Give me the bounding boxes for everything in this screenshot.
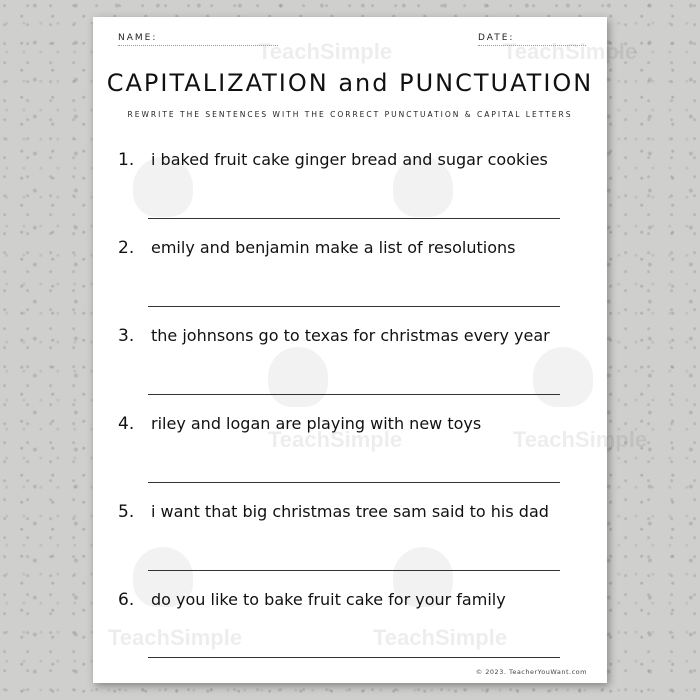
question-number: 2. (118, 238, 135, 258)
watermark-text: TeachSimple (268, 427, 403, 452)
watermark-owl-icon (533, 347, 593, 407)
copyright-footer: © 2023. TeacherYouWant.com (475, 668, 587, 676)
page-title: CAPITALIZATION and PUNCTUATION (106, 69, 594, 97)
question-2 (118, 238, 515, 258)
answer-line-5[interactable] (148, 570, 560, 571)
watermark-text: TeachSimple (108, 625, 243, 650)
date-label: DATE: (478, 33, 515, 43)
watermark-text: TeachSimple (258, 39, 393, 64)
name-field[interactable] (118, 45, 278, 46)
watermark-text: TeachSimple (373, 625, 508, 650)
watermark-owl-icon (268, 347, 328, 407)
question-text: the johnsons go to texas for christmas every year (151, 326, 550, 345)
question-text: riley and logan are playing with new toys (151, 414, 482, 433)
question-text: i baked fruit cake ginger bread and sugar cookies (151, 150, 548, 169)
question-text: do you like to bake fruit cake for your family (151, 590, 506, 609)
question-text: emily and benjamin make a list of resolutions (151, 238, 516, 257)
watermark-text: TeachSimple (503, 39, 638, 64)
answer-line-6[interactable] (148, 657, 560, 658)
question-6 (118, 590, 506, 610)
question-number: 4. (118, 414, 135, 434)
worksheet-page (93, 17, 648, 683)
answer-line-3[interactable] (148, 394, 560, 395)
question-5 (118, 502, 549, 522)
answer-line-1[interactable] (148, 218, 560, 219)
question-4 (118, 414, 481, 434)
answer-line-2[interactable] (148, 306, 560, 307)
question-number: 3. (118, 326, 135, 346)
question-number: 1. (118, 150, 135, 170)
question-number: 6. (118, 590, 135, 610)
question-1 (118, 150, 548, 170)
answer-line-4[interactable] (148, 482, 560, 483)
question-3 (118, 326, 550, 346)
question-text: i want that big christmas tree sam said to his dad (151, 502, 549, 521)
instructions: REWRITE THE SENTENCES WITH THE CORRECT PUNCTUATION & CAPITAL LETTERS (127, 110, 573, 119)
date-field[interactable] (478, 45, 586, 46)
watermark-text: TeachSimple (513, 427, 648, 452)
name-label: NAME: (118, 33, 158, 43)
question-number: 5. (118, 502, 135, 522)
